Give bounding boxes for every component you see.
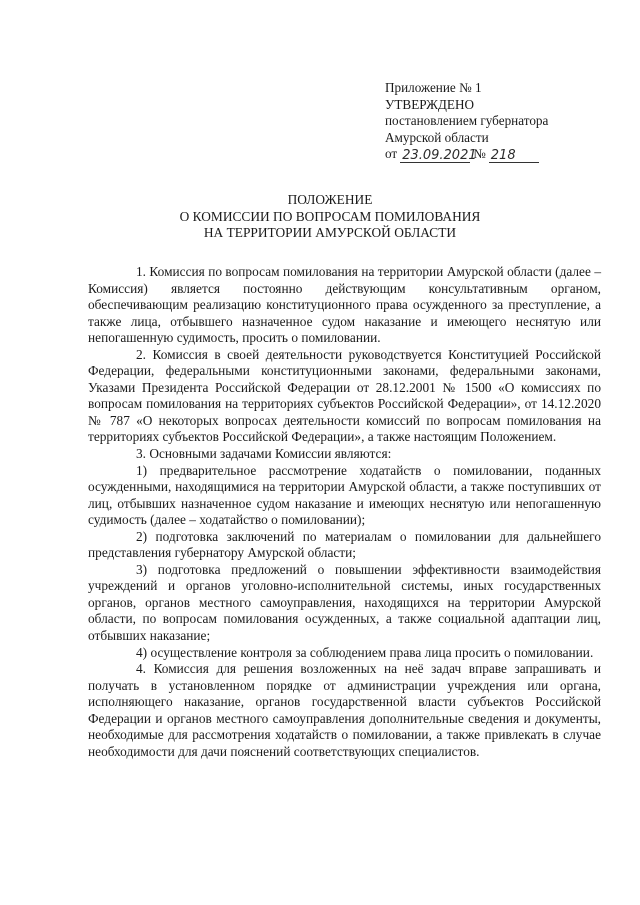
document-title: [80, 192, 580, 242]
list-item-2: 2) подготовка заключений по материалам о помиловании для дальнейшего представления губернатору Амурской области;: [88, 528, 601, 561]
title-line-3: НА ТЕРРИТОРИИ АМУРСКОЙ ОБЛАСТИ: [203, 225, 457, 240]
list-item-4: 4) осуществление контроля за соблюдением права лица просить о помиловании.: [136, 644, 594, 660]
from-prefix: от: [385, 146, 398, 161]
handwritten-date: 23.09.2021: [402, 147, 477, 163]
paragraph-4: 4. Комиссия для решения возложенных на неё задач вправе запрашивать и получать в установленном порядке от администрации учреждения или органа, исполняющего наказание, органов государственной власти субъектов Российской Федерации и органов местного самоуправления дополнительные сведения и документы, необходимые для рассмотрения ходатайств о помиловании, а также привлекать в случае необходимости для дачи пояснений соответствующих специалистов.: [88, 661, 601, 759]
paragraph-2: 2. Комиссия в своей деятельности руководствуется Конституцией Российской Федерации, федеральными конституционными законами, федеральными законами, Указами Президента Российской Федерации от 28.12.2001 № 1500 «О комиссиях по вопросам помилования на территориях субъектов Российской Федерации», от 14.12.2020 № 787 «О некоторых вопросах деятельности комиссий по вопросам помилования на территориях субъектов Российской Федерации», а также настоящим Положением.: [88, 346, 601, 445]
approval-stamp-block: [385, 80, 625, 163]
paragraph-1: 1. Комиссия по вопросам помилования на территории Амурской области (далее – Комиссия) является постоянно действующим консультативным органом, обеспечивающим реализацию конституционного права осужденного за преступление, а также лица, отбывшего назначенное судом наказание и имеющего неснятую или непогашенную судимость, просить о помиловании.: [88, 264, 601, 346]
approved-label: УТВЕРЖДЕНО: [385, 96, 475, 112]
handwritten-number: 218: [489, 149, 539, 163]
approval-date-line: [385, 146, 625, 163]
list-item-3: 3) подготовка предложений о повышении эффективности взаимодействия учреждений и органов уголовно-исполнительной системы, иных государственных органов, органов местного самоуправления, находящихся на территории Амурской области, по вопросам помилования осужденных, а также социальной адаптации лиц, отбывших наказание;: [88, 561, 601, 644]
document-body: [88, 264, 601, 760]
title-line-2: О КОМИССИИ ПО ВОПРОСАМ ПОМИЛОВАНИЯ: [179, 208, 481, 224]
region-label: Амурской области: [385, 129, 489, 145]
title-line-1: ПОЛОЖЕНИЕ: [287, 192, 373, 207]
appendix-label: Приложение № 1: [385, 80, 482, 95]
list-item-1: 1) предварительное рассмотрение ходатайств о помиловании, поданных осужденными, находящимися на территории Амурской области, а также поступивших от лиц, отбывших назначенное судом наказание и имеющих неснятую или непогашенную судимость (далее – ходатайство о помиловании);: [88, 462, 601, 528]
number-prefix: №: [473, 146, 486, 161]
decree-label: постановлением губернатора: [385, 113, 549, 128]
paragraph-3: 3. Основными задачами Комиссии являются:: [136, 446, 392, 462]
